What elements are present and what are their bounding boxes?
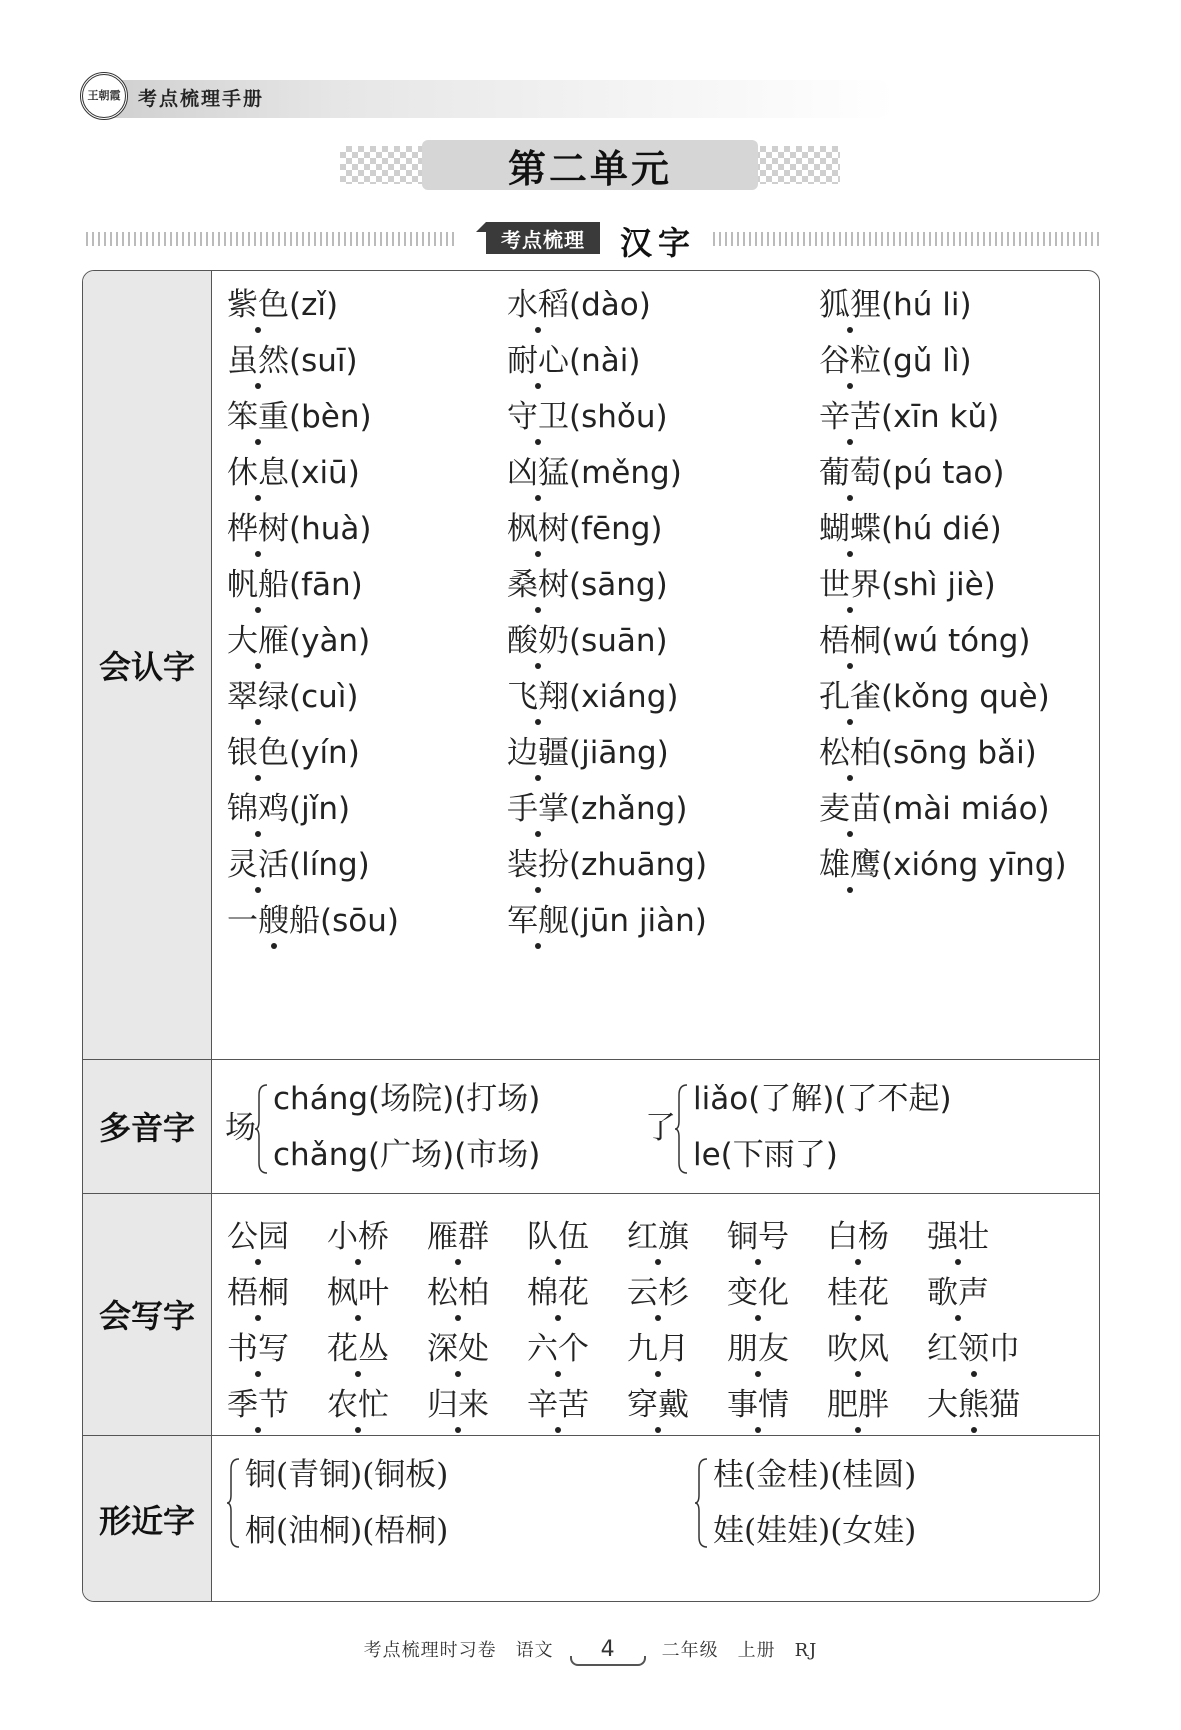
recognize-word: 麦苗	[819, 791, 881, 827]
brace-icon	[675, 1083, 689, 1175]
recognize-word: 边疆	[507, 735, 569, 771]
recognize-pinyin: (shǒu)	[569, 399, 668, 435]
write-word-text: 铜号	[727, 1219, 789, 1255]
recognize-entry	[227, 509, 371, 549]
recognize-pinyin: (měng)	[569, 455, 682, 491]
book-title: 考点梳理手册	[138, 88, 265, 110]
footer-left: 考点梳理时习卷 语文	[363, 1640, 554, 1661]
write-word-text: 歌声	[927, 1275, 989, 1311]
write-word	[927, 1217, 989, 1257]
write-word	[227, 1385, 289, 1425]
recognize-word: 虽然	[227, 343, 289, 379]
unit-title-banner	[340, 140, 840, 190]
recognize-entry	[819, 341, 972, 381]
write-word	[827, 1217, 889, 1257]
write-word	[527, 1217, 589, 1257]
write-word-text: 吹风	[827, 1331, 889, 1367]
recognize-pinyin: (suī)	[289, 343, 358, 379]
brace-icon	[227, 1457, 241, 1549]
recognize-pinyin: (dào)	[569, 287, 651, 323]
brace-icon	[695, 1457, 709, 1549]
footer-right: 二年级 上册 RJ	[661, 1640, 818, 1661]
write-word-text: 小桥	[327, 1219, 389, 1255]
write-word	[627, 1329, 689, 1369]
section-tag	[486, 222, 600, 254]
recognize-entry	[507, 789, 687, 829]
recognize-pinyin: (fēng)	[569, 511, 663, 547]
recognize-entry	[227, 677, 359, 717]
polyphone-chang-line1: cháng(场院)(打场)	[273, 1081, 541, 1117]
write-word	[427, 1217, 489, 1257]
brace-icon	[255, 1083, 269, 1175]
recognize-pinyin: (xiáng)	[569, 679, 679, 715]
write-word-text: 云杉	[627, 1275, 689, 1311]
recognize-entry	[227, 901, 399, 941]
recognize-pinyin: (hú dié)	[881, 511, 1002, 547]
recognize-word: 桑树	[507, 567, 569, 603]
recognize-entry	[507, 453, 682, 493]
write-word	[527, 1385, 589, 1425]
write-word	[627, 1217, 689, 1257]
recognize-word: 休息	[227, 455, 289, 491]
recognize-entry	[507, 397, 668, 437]
write-word	[927, 1385, 1020, 1425]
recognize-pinyin: (suān)	[569, 623, 668, 659]
write-word	[627, 1273, 689, 1313]
write-word	[327, 1273, 389, 1313]
category-similar: 形近字	[98, 1502, 195, 1540]
recognize-pinyin: (kǒng què)	[881, 679, 1050, 715]
recognize-entry	[819, 509, 1002, 549]
recognize-word: 军舰	[507, 903, 569, 939]
category-write: 会写字	[98, 1297, 195, 1335]
recognize-word: 枫树	[507, 511, 569, 547]
recognize-entry	[227, 453, 360, 493]
recognize-entry	[507, 509, 663, 549]
logo-text: 王朝霞	[87, 89, 121, 102]
write-word	[227, 1217, 289, 1257]
publisher-logo	[80, 72, 128, 120]
recognize-pinyin: (jūn jiàn)	[569, 903, 707, 939]
write-word-text: 九月	[627, 1331, 689, 1367]
recognize-pinyin: (zhǎng)	[569, 791, 688, 827]
similar-tong-line2: 桐(油桐)(梧桐)	[245, 1513, 449, 1549]
row-divider	[83, 1435, 1099, 1436]
row-divider	[83, 1059, 1099, 1060]
recognize-pinyin: (xióng yīng)	[881, 847, 1067, 883]
recognize-word: 葡萄	[819, 455, 881, 491]
polyphone-le-line1: liǎo(了解)(了不起)	[693, 1081, 952, 1117]
recognize-pinyin: (jǐn)	[289, 791, 351, 827]
recognize-word: 翠绿	[227, 679, 289, 715]
write-word-text: 白杨	[827, 1219, 889, 1255]
dotted-rule-left	[86, 232, 456, 246]
recognize-pinyin: (bèn)	[289, 399, 372, 435]
write-word-text: 书写	[227, 1331, 289, 1367]
recognize-entry	[227, 565, 363, 605]
recognize-pinyin: (cuì)	[289, 679, 359, 715]
recognize-word: 松柏	[819, 735, 881, 771]
write-word	[927, 1329, 1020, 1369]
recognize-word: 辛苦	[819, 399, 881, 435]
recognize-word: 守卫	[507, 399, 569, 435]
unit-title: 第二单元	[507, 145, 672, 191]
write-word	[427, 1273, 489, 1313]
write-word-text: 季节	[227, 1387, 289, 1423]
write-word-text: 红领巾	[927, 1331, 1020, 1367]
write-word-text: 朋友	[727, 1331, 789, 1367]
write-word	[827, 1385, 889, 1425]
recognize-word: 孔雀	[819, 679, 881, 715]
recognize-pinyin: (gǔ lì)	[881, 343, 972, 379]
recognize-word: 大雁	[227, 623, 289, 659]
unit-title-box	[422, 140, 758, 190]
recognize-word: 水稻	[507, 287, 569, 323]
section-tag-label: 考点梳理	[501, 227, 585, 252]
recognize-word: 梧桐	[819, 623, 881, 659]
section-title: 汉字	[620, 224, 697, 262]
recognize-word: 酸奶	[507, 623, 569, 659]
recognize-entry	[227, 733, 360, 773]
recognize-word: 银色	[227, 735, 289, 771]
page-number: 4	[568, 1637, 648, 1662]
write-word	[927, 1273, 989, 1313]
recognize-entry	[227, 845, 370, 885]
recognize-entry	[507, 341, 640, 381]
recognize-pinyin: (xiū)	[289, 455, 360, 491]
write-word-text: 雁群	[427, 1219, 489, 1255]
write-word-text: 归来	[427, 1387, 489, 1423]
recognize-pinyin: (zǐ)	[289, 287, 339, 323]
write-word-text: 变化	[727, 1275, 789, 1311]
recognize-pinyin: (jiāng)	[569, 735, 669, 771]
recognize-pinyin: (hú li)	[881, 287, 972, 323]
recognize-word: 手掌	[507, 791, 569, 827]
write-word	[427, 1329, 489, 1369]
write-word-text: 桂花	[827, 1275, 889, 1311]
recognize-entry	[819, 789, 1050, 829]
recognize-word: 凶猛	[507, 455, 569, 491]
write-word-text: 事情	[727, 1387, 789, 1423]
recognize-pinyin: (sōng bǎi)	[881, 735, 1037, 771]
recognize-entry	[507, 565, 668, 605]
recognize-pinyin: (mài miáo)	[881, 791, 1050, 827]
recognize-word: 雄鹰	[819, 847, 881, 883]
write-word-text: 花丛	[327, 1331, 389, 1367]
write-word-text: 棉花	[527, 1275, 589, 1311]
write-word	[227, 1273, 289, 1313]
recognize-pinyin: (fān)	[289, 567, 363, 603]
recognize-pinyin: (shì jiè)	[881, 567, 996, 603]
recognize-word: 桦树	[227, 511, 289, 547]
write-word-text: 六个	[527, 1331, 589, 1367]
recognize-entry	[819, 565, 996, 605]
recognize-entry	[227, 285, 338, 325]
recognize-word: 狐狸	[819, 287, 881, 323]
recognize-word: 耐心	[507, 343, 569, 379]
recognize-entry	[227, 621, 370, 661]
recognize-pinyin: (líng)	[289, 847, 370, 883]
write-word	[527, 1273, 589, 1313]
recognize-entry	[507, 621, 668, 661]
recognize-word: 蝴蝶	[819, 511, 881, 547]
recognize-word: 一艘船	[227, 903, 320, 939]
write-word	[727, 1273, 789, 1313]
recognize-word: 帆船	[227, 567, 289, 603]
polyphone-le-line2: le(下雨了)	[693, 1137, 838, 1173]
write-word-text: 肥胖	[827, 1387, 889, 1423]
recognize-word: 锦鸡	[227, 791, 289, 827]
write-word	[827, 1273, 889, 1313]
recognize-entry	[819, 453, 1005, 493]
recognize-entry	[819, 621, 1031, 661]
recognize-word: 世界	[819, 567, 881, 603]
recognize-pinyin: (xīn kǔ)	[881, 399, 1000, 435]
write-word	[727, 1329, 789, 1369]
recognize-word: 谷粒	[819, 343, 881, 379]
recognize-word: 紫色	[227, 287, 289, 323]
write-word	[527, 1329, 589, 1369]
write-word-text: 强壮	[927, 1219, 989, 1255]
page-footer	[0, 1636, 1181, 1662]
recognize-word: 笨重	[227, 399, 289, 435]
polyphone-chang-line2: chǎng(广场)(市场)	[273, 1137, 541, 1173]
write-word-text: 队伍	[527, 1219, 589, 1255]
write-word	[627, 1385, 689, 1425]
recognize-word: 灵活	[227, 847, 289, 883]
recognize-pinyin: (yàn)	[289, 623, 371, 659]
recognize-pinyin: (nài)	[569, 343, 641, 379]
write-word	[827, 1329, 889, 1369]
write-word-text: 枫叶	[327, 1275, 389, 1311]
similar-tong-line1: 铜(青铜)(铜板)	[245, 1457, 449, 1493]
recognize-entry	[507, 677, 678, 717]
write-word-text: 梧桐	[227, 1275, 289, 1311]
recognize-entry	[507, 733, 669, 773]
recognize-pinyin: (sōu)	[320, 903, 399, 939]
polyphone-char-chang: 场	[225, 1110, 256, 1146]
recognize-entry	[227, 789, 350, 829]
similar-gui-line2: 娃(娃娃)(女娃)	[713, 1513, 917, 1549]
write-word	[427, 1385, 489, 1425]
recognize-entry	[227, 341, 358, 381]
write-word-text: 辛苦	[527, 1387, 589, 1423]
similar-gui-line1: 桂(金桂)(桂圆)	[713, 1457, 917, 1493]
recognize-pinyin: (huà)	[289, 511, 372, 547]
write-word	[227, 1329, 289, 1369]
polyphone-char-le: 了	[645, 1110, 676, 1146]
write-word	[727, 1385, 789, 1425]
recognize-pinyin: (zhuāng)	[569, 847, 708, 883]
content-table	[82, 270, 1100, 1602]
write-word-text: 穿戴	[627, 1387, 689, 1423]
write-word-text: 农忙	[327, 1387, 389, 1423]
recognize-pinyin: (sāng)	[569, 567, 668, 603]
recognize-word: 装扮	[507, 847, 569, 883]
write-word-text: 红旗	[627, 1219, 689, 1255]
recognize-word: 飞翔	[507, 679, 569, 715]
write-word	[727, 1217, 789, 1257]
category-recognize: 会认字	[98, 648, 195, 686]
write-word	[327, 1217, 389, 1257]
recognize-entry	[819, 285, 972, 325]
recognize-entry	[819, 733, 1037, 773]
recognize-entry	[819, 397, 999, 437]
recognize-entry	[227, 397, 372, 437]
recognize-entry	[819, 677, 1050, 717]
write-word	[327, 1385, 389, 1425]
recognize-entry	[507, 285, 651, 325]
write-word-text: 大熊猫	[927, 1387, 1020, 1423]
category-polyphone: 多音字	[98, 1109, 195, 1147]
write-word-text: 松柏	[427, 1275, 489, 1311]
recognize-pinyin: (pú tao)	[881, 455, 1005, 491]
recognize-entry	[507, 901, 707, 941]
recognize-pinyin: (wú tóng)	[881, 623, 1031, 659]
write-word	[327, 1329, 389, 1369]
recognize-entry	[819, 845, 1067, 885]
write-word-text: 公园	[227, 1219, 289, 1255]
recognize-pinyin: (yín)	[289, 735, 360, 771]
row-divider	[83, 1193, 1099, 1194]
dotted-rule-right	[713, 232, 1099, 246]
write-word-text: 深处	[427, 1331, 489, 1367]
recognize-entry	[507, 845, 707, 885]
